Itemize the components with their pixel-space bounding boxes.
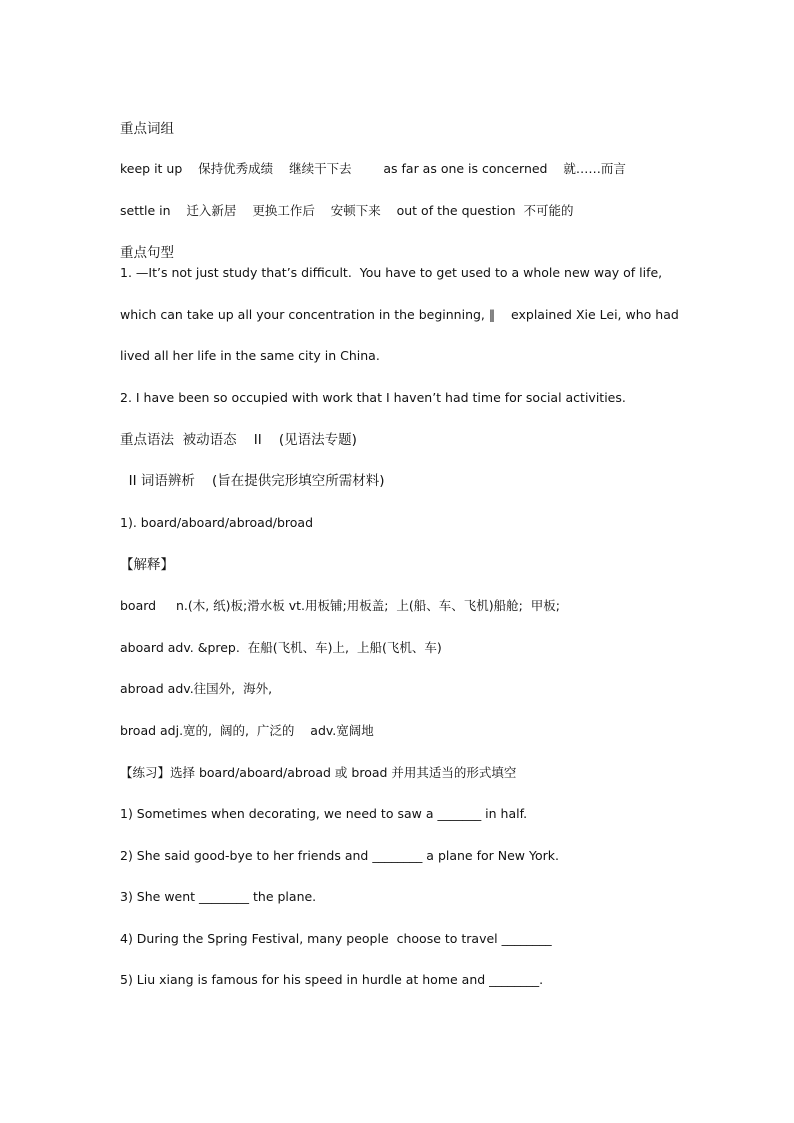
- practice-heading: 【练习】选择 board/aboard/abroad 或 broad 并用其适当的形式填空: [120, 765, 517, 780]
- sentence-1-line-3: lived all her life in the same city in China.: [120, 348, 380, 363]
- explain-heading: 【解释】: [120, 557, 174, 573]
- heading-key-phrases: 重点词组: [120, 121, 174, 137]
- question-5: 5) Liu xiang is famous for his speed in hurdle at home and ________.: [120, 972, 544, 987]
- question-1: 1) Sometimes when decorating, we need to saw a _______ in half.: [120, 806, 528, 821]
- sentence-2: 2. I have been so occupied with work that I haven’t had time for social activities.: [120, 390, 626, 405]
- sentence-1-line-1: 1. —It’s not just study that’s difficult. You have to get used to a whole new way of life,: [120, 265, 663, 280]
- definition-board: board n.(木, 纸)板;滑水板 vt.用板铺;用板盖; 上(船、车、飞机)船舱; 甲板;: [120, 598, 561, 613]
- phrase-line-2: settle in 迁入新居 更换工作后 安顿下来 out of the question 不可能的: [120, 203, 574, 218]
- grammar-line: 重点语法 被动语态 II (见语法专题): [120, 432, 357, 448]
- question-4: 4) During the Spring Festival, many people choose to travel ________: [120, 931, 552, 946]
- definition-aboard: aboard adv. &prep. 在船(飞机、车)上, 上船(飞机、车): [120, 640, 442, 655]
- question-3: 3) She went ________ the plane.: [120, 889, 317, 904]
- sentence-1-line-2: which can take up all your concentration in the beginning, ‖ explained Xie Lei, who had: [120, 307, 679, 322]
- definition-broad: broad adj.宽的, 阔的, 广泛的 adv.宽阔地: [120, 723, 374, 738]
- definition-abroad: abroad adv.往国外, 海外,: [120, 681, 273, 696]
- phrase-line-1: keep it up 保持优秀成绩 继续干下去 as far as one is concerned 就……而言: [120, 161, 626, 176]
- question-2: 2) She said good-bye to her friends and ________ a plane for New York.: [120, 848, 559, 863]
- item-title: 1). board/aboard/abroad/broad: [120, 515, 314, 530]
- heading-key-sentences: 重点句型: [120, 245, 174, 261]
- word-analysis-heading: II 词语辨析 (旨在提供完形填空所需材料): [120, 473, 385, 489]
